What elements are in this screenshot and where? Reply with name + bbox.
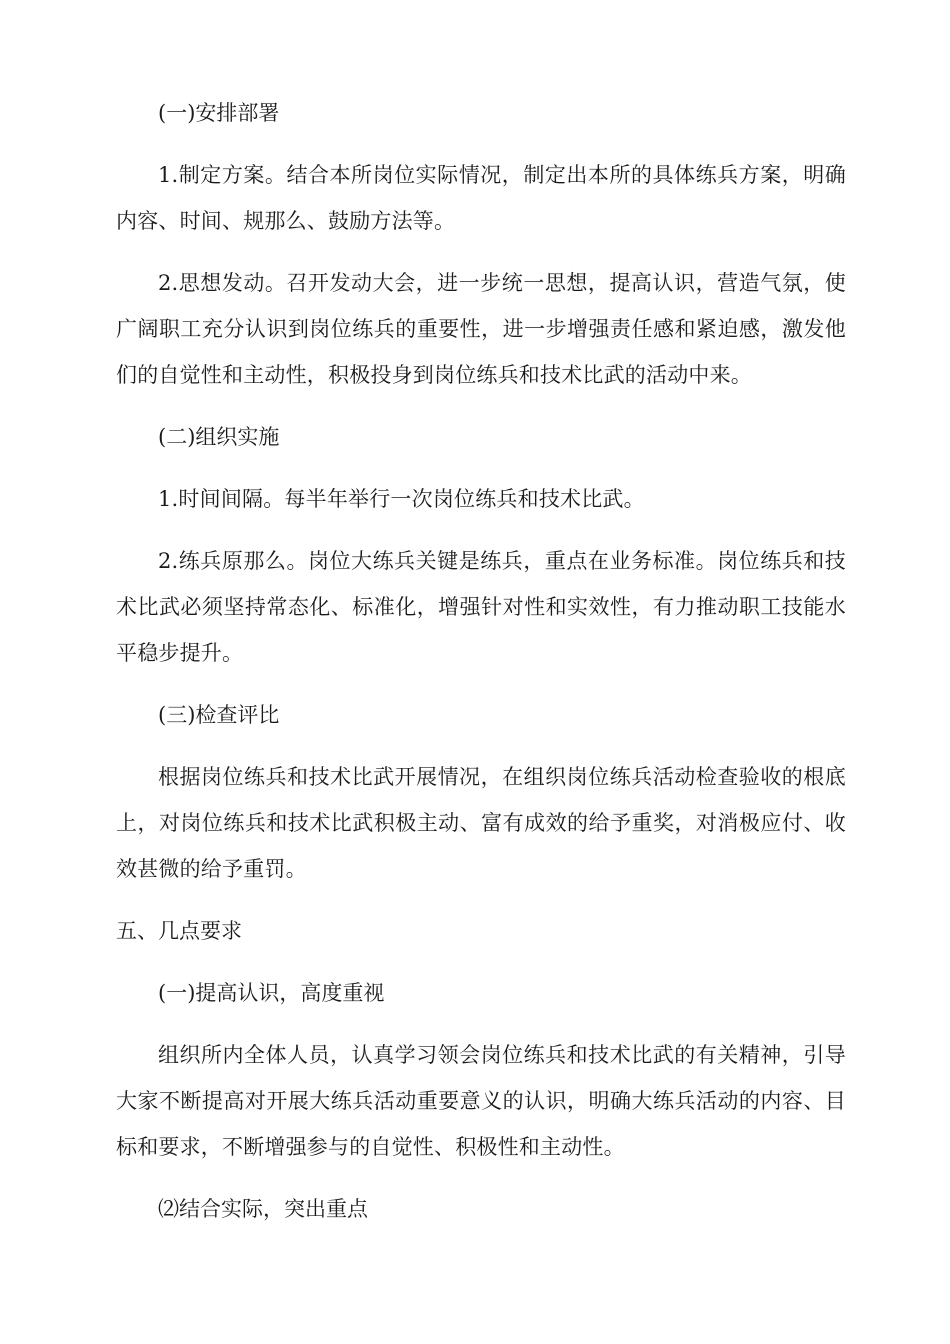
document-body xyxy=(116,90,846,1248)
paragraph-awareness: 组织所内全体人员，认真学习领会岗位练兵和技术比武的有关精神，引导大家不断提高对开展大练兵活动重要意义的认识，明确大练兵活动的内容、目标和要求，不断增强参与的自觉性、积极性和主动性。 xyxy=(116,1043,846,1159)
paragraph-mobilization: 2.思想发动。召开发动大会，进一步统一思想，提高认识，营造气氛，使广阔职工充分认识到岗位练兵的重要性，进一步增强责任感和紧迫感，激发他们的自觉性和主动性，积极投身到岗位练兵和技术比武的活动中来。 xyxy=(116,271,846,387)
section-heading-evaluation: (三)检查评比 xyxy=(158,703,280,727)
paragraph-principle: 2.练兵原那么。岗位大练兵关键是练兵，重点在业务标准。岗位练兵和技术比武必须坚持常态化、标准化，增强针对性和实效性，有力推动职工技能水平稳步提升。 xyxy=(116,549,846,665)
paragraph-evaluation: 根据岗位练兵和技术比武开展情况，在组织岗位练兵活动检查验收的根底上，对岗位练兵和技术比武积极主动、富有成效的给予重奖，对消极应付、收效甚微的给予重罚。 xyxy=(116,765,846,881)
section-heading-focus: ⑵结合实际，突出重点 xyxy=(158,1197,368,1221)
section-heading-arrangement: (一)安排部署 xyxy=(158,101,280,125)
paragraph-interval: 1.时间间隔。每半年举行一次岗位练兵和技术比武。 xyxy=(158,487,645,511)
section-heading-awareness: (一)提高认识，高度重视 xyxy=(158,981,385,1005)
chapter-heading-requirements: 五、几点要求 xyxy=(116,919,242,943)
section-heading-implementation: (二)组织实施 xyxy=(158,425,280,449)
paragraph-plan: 1.制定方案。结合本所岗位实际情况，制定出本所的具体练兵方案，明确内容、时间、规那么、鼓励方法等。 xyxy=(116,163,846,233)
